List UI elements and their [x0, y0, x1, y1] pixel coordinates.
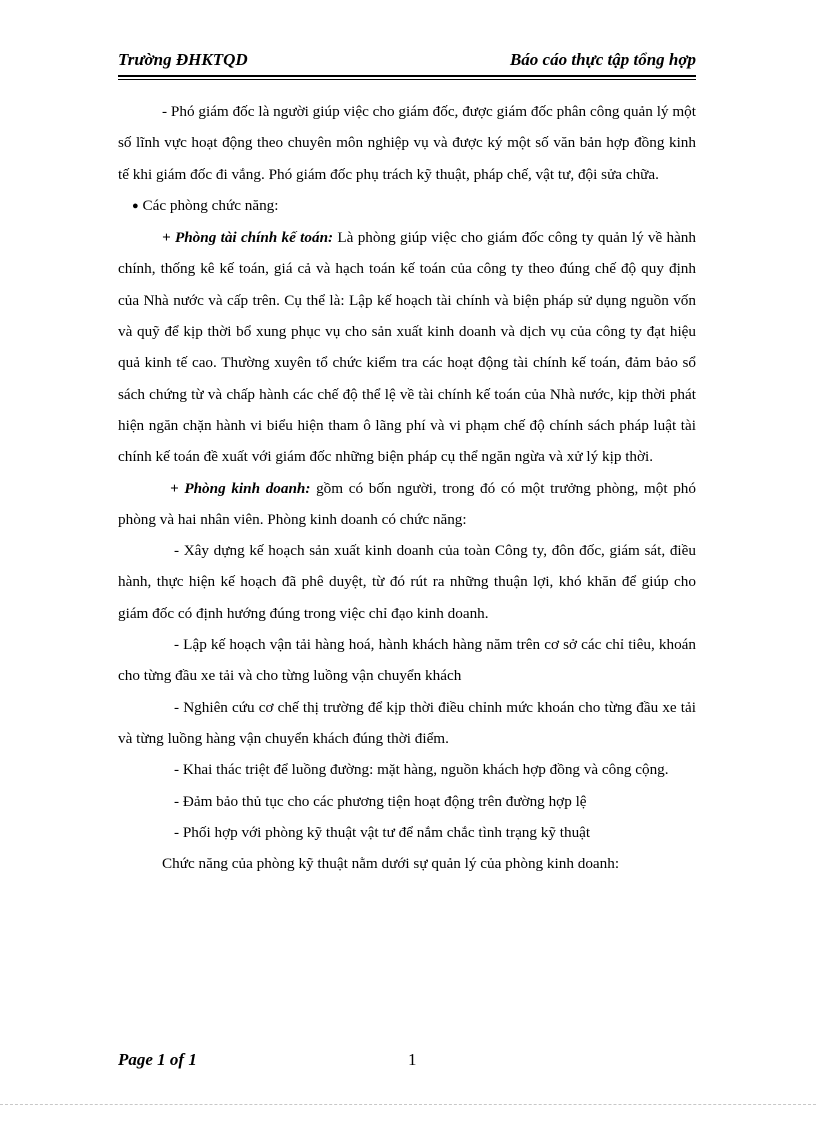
finance-prefix: + — [162, 229, 175, 247]
business-prefix: + — [170, 479, 185, 497]
header-rule-thick — [118, 75, 696, 77]
page-separator — [0, 1104, 816, 1105]
list-item: - Xây dựng kế hoạch sản xuất kinh doanh của toàn Công ty, đôn đốc, giám sát, điều hành, thực hiện kế hoạch đã phê duyệt, từ đó rút ra những thuận lợi, khó khăn để giúp cho giám đốc có định hướng đúng trong việc chỉ đạo kinh doanh. — [118, 542, 696, 622]
page-number: 1 — [408, 1050, 417, 1069]
finance-text: Là phòng giúp việc cho giám đốc công ty quản lý về hành chính, thống kê kế toán, giá cả và hạch toán kế toán của công ty theo đúng chế độ quy định của Nhà nước và cấp trên. Cụ thể là: Lập kế hoạch tài chính và biện pháp sử dụng nguồn vốn và quỹ để kịp thời bổ xung phục vụ cho sản xuất kinh doanh và dịch vụ của công ty đạt hiệu quả kinh tế cao. Thường xuyên tổ chức kiểm tra các hoạt động tài chính kế toán, đảm bảo sổ sách chứng từ và chấp hành các chế độ thể lệ về tài chính kế toán của Nhà nước, kịp thời phát hiện ngăn chặn hành vi biểu hiện tham ô lãng phí và vi phạm chế độ chính sách pháp luật tài chính kế toán đề xuất với giám đốc những biện pháp cụ thể ngăn ngừa và xử lý kịp thời. — [118, 229, 696, 466]
page-header — [118, 50, 696, 76]
business-text: gồm có bốn người, trong đó có một trưởng phòng, một phó phòng và hai nhân viên. Phòng kinh doanh có chức năng: — [118, 479, 696, 528]
page-label: Page 1 of 1 — [118, 1050, 197, 1069]
bullet-departments — [118, 190, 696, 222]
header-right: Báo cáo thực tập tổng hợp — [509, 50, 696, 69]
finance-heading: Phòng tài chính kế toán: — [174, 229, 334, 247]
list-item: - Đảm bảo thủ tục cho các phương tiện hoạt động trên đường hợp lệ — [174, 792, 587, 810]
list-item: - Khai thác triệt để luồng đường: mặt hàng, nguồn khách hợp đồng và công cộng. — [174, 761, 669, 779]
document-body — [118, 96, 696, 879]
bullet-icon: ● — [132, 199, 139, 212]
list-item: - Nghiên cứu cơ chế thị trường để kịp thời điều chỉnh mức khoán cho từng đầu xe tải và từng luồng hàng vận chuyển khách đúng thời điểm. — [118, 698, 696, 747]
list-item: - Phối hợp với phòng kỹ thuật vật tư để nắm chắc tình trạng kỹ thuật — [174, 823, 591, 841]
list-item: - Lập kế hoạch vận tải hàng hoá, hành khách hàng năm trên cơ sở các chỉ tiêu, khoán cho từng đầu xe tải và cho từng luồng vận chuyển khách — [118, 636, 696, 685]
header-left: Trường ĐHKTQD — [118, 50, 248, 69]
business-heading: Phòng kinh doanh: — [184, 479, 311, 497]
bullet-text: Các phòng chức năng: — [142, 196, 279, 214]
paragraph-business-dept — [118, 473, 696, 536]
paragraph-deputy-director: - Phó giám đốc là người giúp việc cho giám đốc, được giám đốc phân công quản lý một số lĩnh vực hoạt động theo chuyên môn nghiệp vụ và được ký một số văn bản hợp đồng kinh tế khi giám đốc đi vắng. Phó giám đốc phụ trách kỹ thuật, pháp chế, vật tư, đội sửa chữa. — [118, 103, 696, 183]
page-footer — [118, 1050, 696, 1076]
paragraph-finance-dept — [118, 222, 696, 472]
paragraph-closing: Chức năng của phòng kỹ thuật nằm dưới sự quản lý của phòng kinh doanh: — [162, 855, 620, 873]
header-rule-thin — [118, 79, 696, 80]
